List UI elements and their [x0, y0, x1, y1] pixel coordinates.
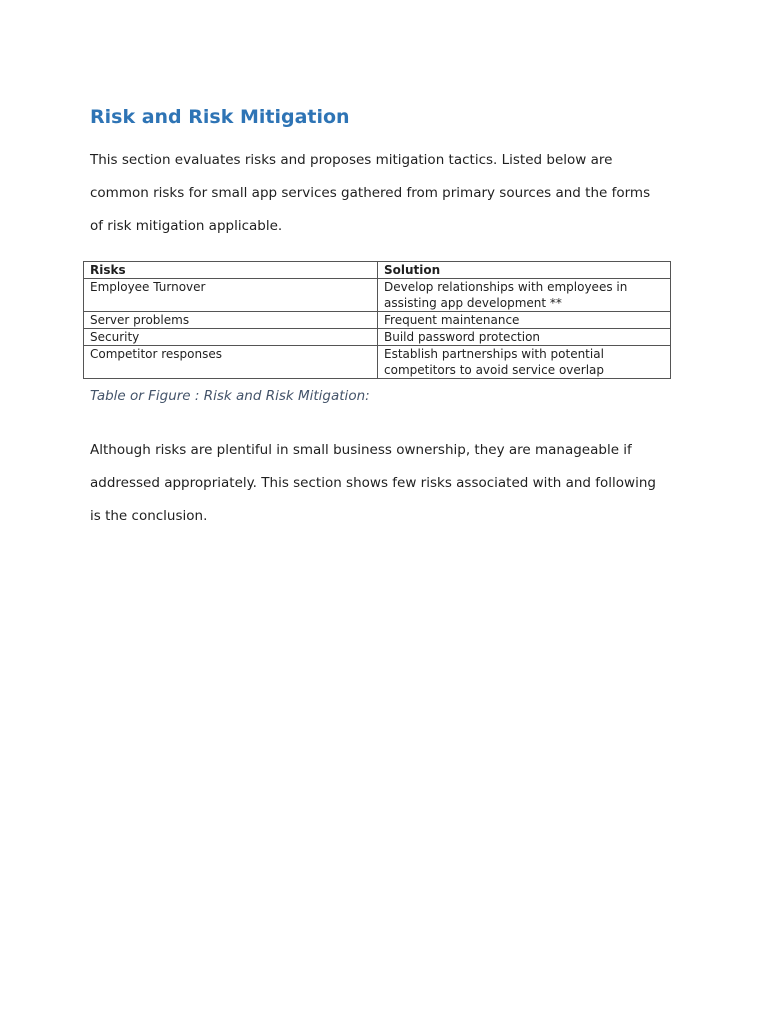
table-row	[84, 279, 671, 312]
table-header-row	[84, 262, 671, 279]
conclusion-line: Although risks are plentiful in small business ownership, they are manageable if	[90, 442, 632, 458]
risk-cell: Server problems	[84, 312, 378, 329]
table-row	[84, 312, 671, 329]
solution-cell: Build password protection	[378, 329, 671, 346]
risk-cell: Employee Turnover	[84, 279, 378, 312]
solution-cell: Develop relationships with employees in assisting app development **	[378, 279, 671, 312]
section-heading: Risk and Risk Mitigation	[90, 106, 350, 128]
intro-line: common risks for small app services gathered from primary sources and the forms	[90, 185, 651, 201]
intro-line: of risk mitigation applicable.	[90, 218, 283, 234]
conclusion-line: addressed appropriately. This section shows few risks associated with and following	[90, 475, 656, 491]
intro-line: This section evaluates risks and proposes mitigation tactics. Listed below are	[90, 152, 613, 168]
conclusion-line: is the conclusion.	[90, 508, 208, 524]
table-row	[84, 329, 671, 346]
risk-cell: Competitor responses	[84, 346, 378, 379]
conclusion-paragraph	[90, 434, 690, 533]
intro-paragraph	[90, 144, 690, 243]
table-header-solution: Solution	[378, 262, 671, 279]
solution-cell: Establish partnerships with potential competitors to avoid service overlap	[378, 346, 671, 379]
risk-cell: Security	[84, 329, 378, 346]
table-row	[84, 346, 671, 379]
table-caption: Table or Figure : Risk and Risk Mitigation:	[90, 388, 370, 404]
table-header-risks: Risks	[84, 262, 378, 279]
risk-table	[83, 261, 671, 379]
solution-cell: Frequent maintenance	[378, 312, 671, 329]
